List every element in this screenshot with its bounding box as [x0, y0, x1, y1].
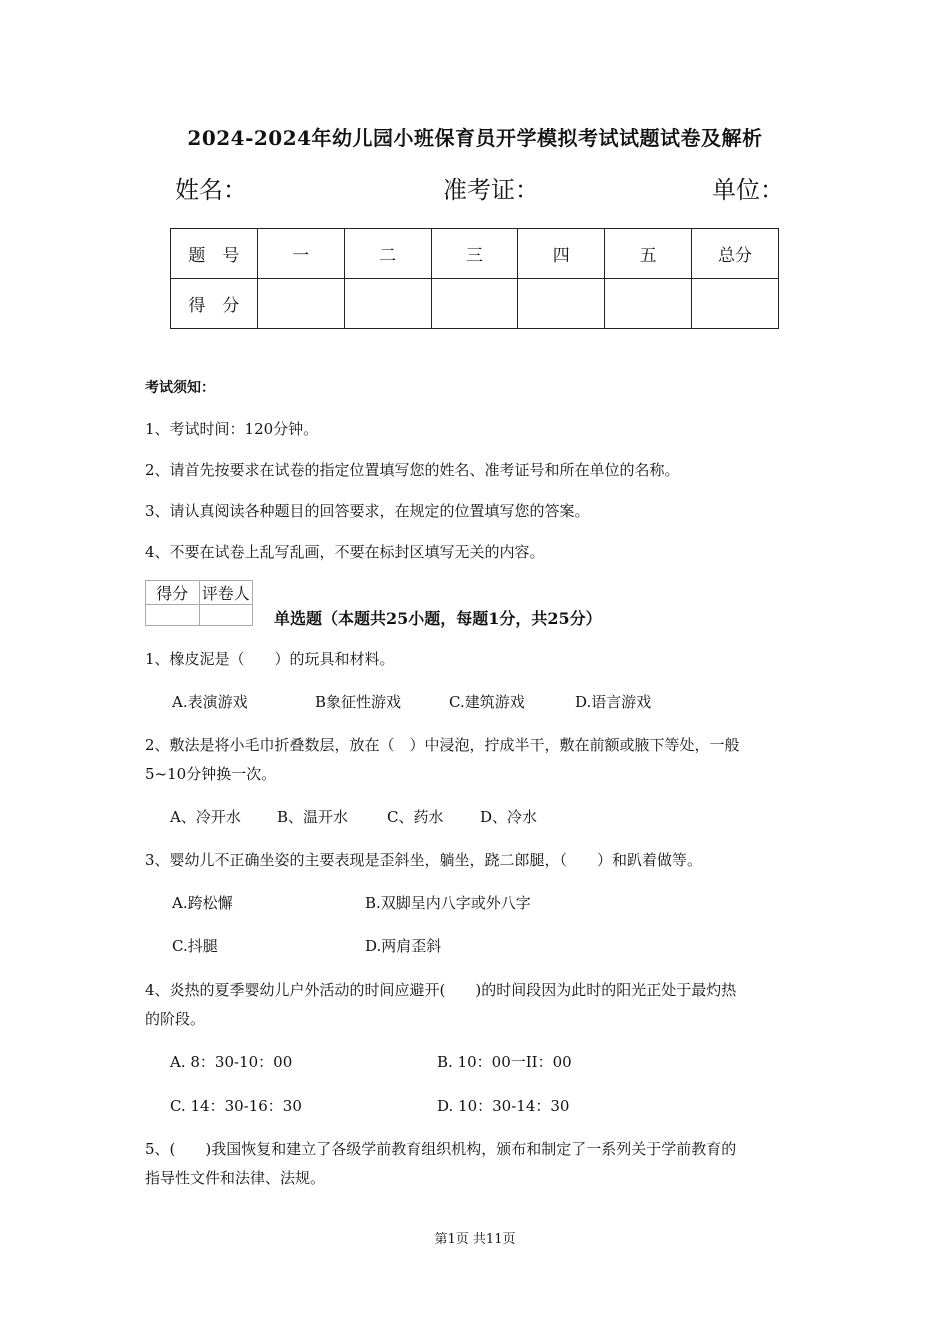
notice-item: 2、请首先按要求在试卷的指定位置填写您的姓名、准考证号和所在单位的名称。 [145, 461, 680, 479]
question-stem: 3、婴幼儿不正确坐姿的主要表现是歪斜坐，躺坐，跷二郎腿，（ ）和趴着做等。 [145, 851, 703, 869]
question-option: A.跨松懈 [172, 894, 233, 912]
score-table-score-row [171, 279, 779, 329]
question-stem-continued: 的阶段。 [145, 1010, 206, 1028]
score-table-header-row [171, 229, 779, 279]
score-table-header-cell: 三 [431, 229, 518, 279]
unit-label: 单位： [712, 176, 784, 204]
score-table-header-cell: 题 号 [171, 229, 258, 279]
score-table-header-cell: 总分 [692, 229, 779, 279]
score-cell[interactable] [257, 279, 344, 329]
question-option: A. 8：30-10：00 [170, 1053, 293, 1071]
score-table [170, 228, 779, 329]
question-option: B、温开水 [277, 808, 349, 826]
page-footer: 第1页 共11页 [434, 1232, 516, 1247]
question-stem: 2、敷法是将小毛巾折叠数层，放在（ ）中浸泡，拧成半干，敷在前额或腋下等处，一般 [145, 736, 740, 754]
notice-item: 3、请认真阅读各种题目的回答要求，在规定的位置填写您的答案。 [145, 502, 590, 520]
score-cell[interactable] [692, 279, 779, 329]
question-option: D.语言游戏 [575, 693, 652, 711]
grader-score-label: 得分 [146, 581, 200, 605]
notice-heading: 考试须知： [145, 380, 215, 396]
question-option: B.双脚呈内八字或外八字 [365, 894, 531, 912]
question-stem: 5、( )我国恢复和建立了各级学前教育组织机构，颁布和制定了一系列关于学前教育的 [145, 1140, 737, 1158]
question-option: A、冷开水 [170, 808, 241, 826]
question-option: D. 10：30-14：30 [437, 1097, 570, 1115]
question-option: D、冷水 [480, 808, 538, 826]
score-cell[interactable] [518, 279, 605, 329]
score-row-label: 得 分 [171, 279, 258, 329]
question-option: D.两肩歪斜 [365, 937, 442, 955]
grader-name-label: 评卷人 [199, 581, 253, 605]
score-cell[interactable] [605, 279, 692, 329]
score-table-header-cell: 五 [605, 229, 692, 279]
notice-item: 4、不要在试卷上乱写乱画，不要在标封区填写无关的内容。 [145, 543, 545, 561]
score-table-header-cell: 二 [344, 229, 431, 279]
question-option: C、药水 [387, 808, 444, 826]
question-stem: 1、橡皮泥是（ ）的玩具和材料。 [145, 650, 395, 668]
grader-name-cell[interactable] [199, 605, 253, 626]
question-stem: 4、炎热的夏季婴幼儿户外活动的时间应避开( )的时间段因为此时的阳光正处于最灼热 [145, 981, 737, 999]
grader-box [145, 580, 253, 626]
question-option: A.表演游戏 [172, 693, 248, 711]
score-cell[interactable] [431, 279, 518, 329]
name-label: 姓名： [175, 176, 247, 204]
notice-item: 1、考试时间：120分钟。 [145, 420, 319, 438]
question-stem-continued: 指导性文件和法律、法规。 [145, 1169, 326, 1187]
question-stem-continued: 5~10分钟换一次。 [145, 765, 277, 783]
question-option: B象征性游戏 [315, 693, 402, 711]
question-option: C.抖腿 [172, 937, 218, 955]
exam-id-label: 准考证： [443, 176, 539, 204]
question-option: C.建筑游戏 [449, 693, 525, 711]
score-table-header-cell: 一 [257, 229, 344, 279]
score-table-header-cell: 四 [518, 229, 605, 279]
question-option: B. 10：00一II：00 [437, 1053, 572, 1071]
grader-score-cell[interactable] [146, 605, 200, 626]
section-heading: 单选题（本题共25小题，每题1分，共25分） [274, 609, 602, 628]
page-title: 2024-2024年幼儿园小班保育员开学模拟考试试题试卷及解析 [187, 126, 763, 150]
question-option: C. 14：30-16：30 [170, 1097, 302, 1115]
score-cell[interactable] [344, 279, 431, 329]
